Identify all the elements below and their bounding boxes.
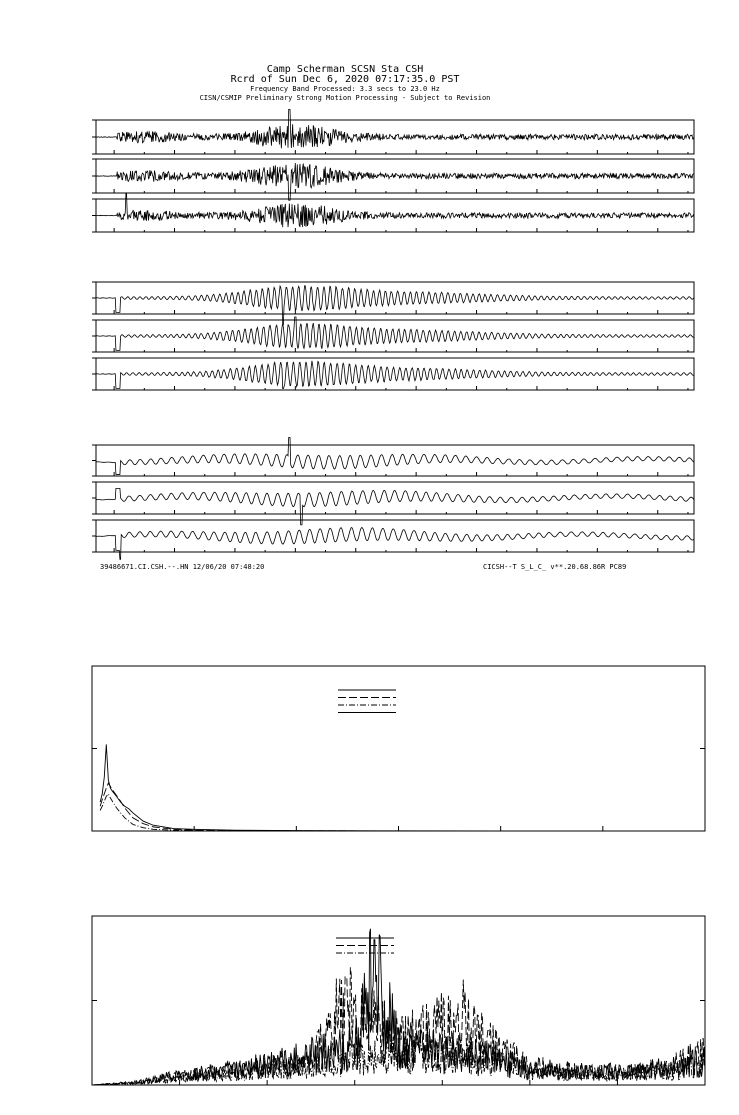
chart-layer (92, 109, 705, 1085)
record-line: Rcrd of Sun Dec 6, 2020 07:17:35.0 PST (230, 74, 460, 85)
velocity_fourier_spectrum-frame (92, 916, 705, 1085)
velocity_fourier_spectrum-series-2 (92, 967, 705, 1085)
footer-left: 39486671.CI.CSH.--.HN 12/06/20 07:48:20 (100, 563, 265, 571)
displacement-trace-1 (96, 438, 694, 475)
band-line: Frequency Band Processed: 3.3 secs to 23.0 Hz (250, 85, 440, 93)
acceleration-trace-1 (96, 109, 694, 148)
spectral_acceleration-series-1 (100, 744, 705, 831)
velocity-trace-2 (96, 317, 694, 350)
velocity-trace-1 (96, 286, 694, 325)
displacement-trace-2 (96, 488, 694, 524)
station-line: Camp Scherman SCSN Sta CSH (266, 64, 424, 75)
spectral_acceleration-series-2 (100, 783, 705, 831)
velocity_fourier_spectrum-series-1 (92, 929, 705, 1085)
acceleration-trace-2 (96, 163, 694, 200)
spectral_acceleration-frame (92, 666, 705, 831)
processing-line: CISN/CSMIP Preliminary Strong Motion Processing - Subject to Revision (199, 94, 491, 102)
spectral_acceleration-series-3 (100, 794, 705, 831)
figure-header (200, 64, 491, 102)
figure-footer (100, 563, 626, 571)
velocity-trace-3 (96, 361, 694, 389)
footer-right: CICSH--T S_L_C_ v**.20.68.86R PC89 (483, 563, 627, 571)
displacement-trace-3 (96, 528, 694, 560)
